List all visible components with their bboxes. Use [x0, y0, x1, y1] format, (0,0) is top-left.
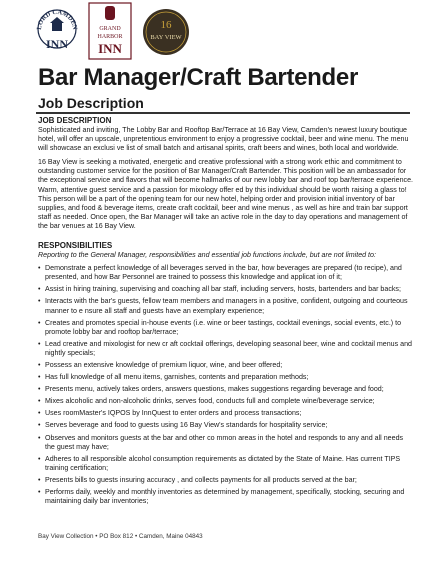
list-item [38, 488, 413, 506]
job-description-paragraph-2: 16 Bay View is seeking a motivated, energetic and creative professional with a strong work ethic and commitment to outstanding customer service for the position of Bar Manager/Craft Bartender. This position will be an ambassador for the exceptional service and flavors that will become hallmarks of our new lobby bar and roof top bar/terrace experience. Warm, attentive guest service and a passion for mixology offer ed by this individual should be worth raising a glass to! This person will be a part of the opening team for our new hotel, helping order and provision initial inventory of bar supplies, and food & beverage items, create craft cocktail, beer and wine menus , as well as hire and train bar support staff as needed. Once open, the Bar Manager will take an active role in the day to day operations and management of the bar venues at 16 Bay View. [38, 158, 413, 230]
list-item-text: Uses roomMaster's IQPOS by InnQuest to enter orders and process transactions; [45, 409, 302, 418]
list-item-text: Has full knowledge of all menu items, garnishes, contents and preparation methods; [45, 373, 309, 382]
logo2-line1: GRAND [99, 26, 121, 32]
document-body [38, 116, 413, 509]
logo2-line3: INN [98, 41, 122, 56]
responsibilities-intro: Reporting to the General Manager, responsibilities and essential job functions include, but are not limited to: [38, 251, 376, 260]
list-item-text: Assist in hiring training, supervising and coaching all bar staff, including servers, hosts, bartenders and bar backs; [45, 285, 401, 294]
list-item [38, 297, 413, 315]
logo2-line2: HARBOR [97, 34, 123, 40]
footer-address: Bay View Collection • PO Box 812 • Camden, Maine 04843 [38, 533, 203, 540]
page-title: Bar Manager/Craft Bartender [38, 64, 358, 91]
bullet-icon: • [38, 360, 41, 369]
job-description-paragraph-1: Sophisticated and inviting, The Lobby Bar and Rooftop Bar/Terrace at 16 Bay View, Camden's newest luxury boutique hotel, will offer an upscale, unpretentious environment to enjoy a progressive cocktail, beer and wine menu. The menu will showcase an exclusi ve list of small batch and artisanal spirits, craft beers and wines, both local and worldwide. [38, 126, 409, 153]
bullet-icon: • [38, 475, 41, 484]
list-item [38, 340, 413, 358]
bay-view-logo [142, 8, 190, 56]
page-subtitle: Job Description [38, 95, 144, 111]
list-item-text: Presents menu, actively takes orders, answers questions, makes suggestions regarding beverage and food; [45, 385, 384, 394]
list-item [38, 421, 413, 430]
lord-camden-inn-logo [36, 2, 78, 58]
bullet-icon: • [38, 433, 41, 442]
list-item-text: Observes and monitors guests at the bar and other co mmon areas in the hotel and responds to any and all needs the guest may have; [45, 433, 404, 451]
list-item [38, 385, 413, 394]
bullet-icon: • [38, 421, 41, 430]
header-divider [36, 112, 410, 114]
logo1-top-text: LORD CAMDEN [36, 8, 78, 31]
bullet-icon: • [38, 297, 41, 306]
bullet-icon: • [38, 339, 41, 348]
list-item-text: Demonstrate a perfect knowledge of all beverages served in the bar, how beverages are prepared (to recipe), and presented, and how Bar Personnel are trained to possess this knowledge and applicat ion of it; [45, 264, 402, 282]
list-item [38, 397, 413, 406]
list-item [38, 434, 413, 452]
bullet-icon: • [38, 409, 41, 418]
list-item-text: Serves beverage and food to guests using 16 Bay View's standards for hospitality service; [45, 421, 328, 430]
list-item [38, 264, 413, 282]
bullet-icon: • [38, 488, 41, 496]
responsibilities-list [38, 264, 413, 506]
list-item [38, 361, 413, 370]
list-item [38, 285, 413, 294]
bullet-icon: • [38, 397, 41, 406]
list-item [38, 373, 413, 382]
grand-harbor-inn-logo [88, 2, 132, 60]
list-item-text: Interacts with the bar's guests, fellow team members and managers in a positive, confident, outgoing and courteous manner to e nsure all staff and guests have an exemplary experience; [45, 297, 408, 315]
bullet-icon: • [38, 454, 41, 463]
responsibilities-heading: RESPONSIBILITIES [38, 241, 113, 251]
list-item-text: Creates and promotes special in-house events (i.e. wine or beer tastings, cocktail evenings, social events, etc.) to promote lobby bar and rooftop bar/terrace; [45, 318, 402, 336]
list-item-text: Mixes alcoholic and non-alcoholic drinks, serves food, conducts full and complete wine/beverage service; [45, 397, 375, 406]
list-item [38, 409, 413, 418]
logo1-bottom-text: INN [45, 37, 69, 51]
bullet-icon: • [38, 285, 41, 294]
bullet-icon: • [38, 373, 41, 382]
logo3-text: BAY VIEW [150, 34, 182, 41]
bullet-icon: • [38, 385, 41, 394]
list-item [38, 455, 413, 473]
list-item-text: Possess an extensive knowledge of premium liquor, wine, and beer offered; [45, 360, 283, 369]
list-item [38, 476, 413, 485]
list-item-text: Presents bills to guests insuring accuracy , and collects payments for all products served at the bar; [45, 475, 357, 484]
logo3-number: 16 [160, 19, 172, 31]
list-item-text: Lead creative and mixologist for new cr aft cocktail offerings, developing seasonal beer, wine and cocktail menus and nightly specials; [45, 339, 412, 357]
list-item-text: Performs daily, weekly and monthly inventories as determined by management, specifically, stocking, securing and maintaining daily bar inventories; [45, 488, 405, 506]
logo-bar [0, 0, 440, 60]
list-item [38, 319, 413, 337]
bullet-icon: • [38, 318, 41, 327]
job-description-heading: JOB DESCRIPTION [38, 116, 112, 125]
list-item-text: Adheres to all responsible alcohol consumption requirements as dictated by the State of Maine. Has current TIPS training certification; [45, 454, 401, 472]
bullet-icon: • [38, 264, 41, 273]
